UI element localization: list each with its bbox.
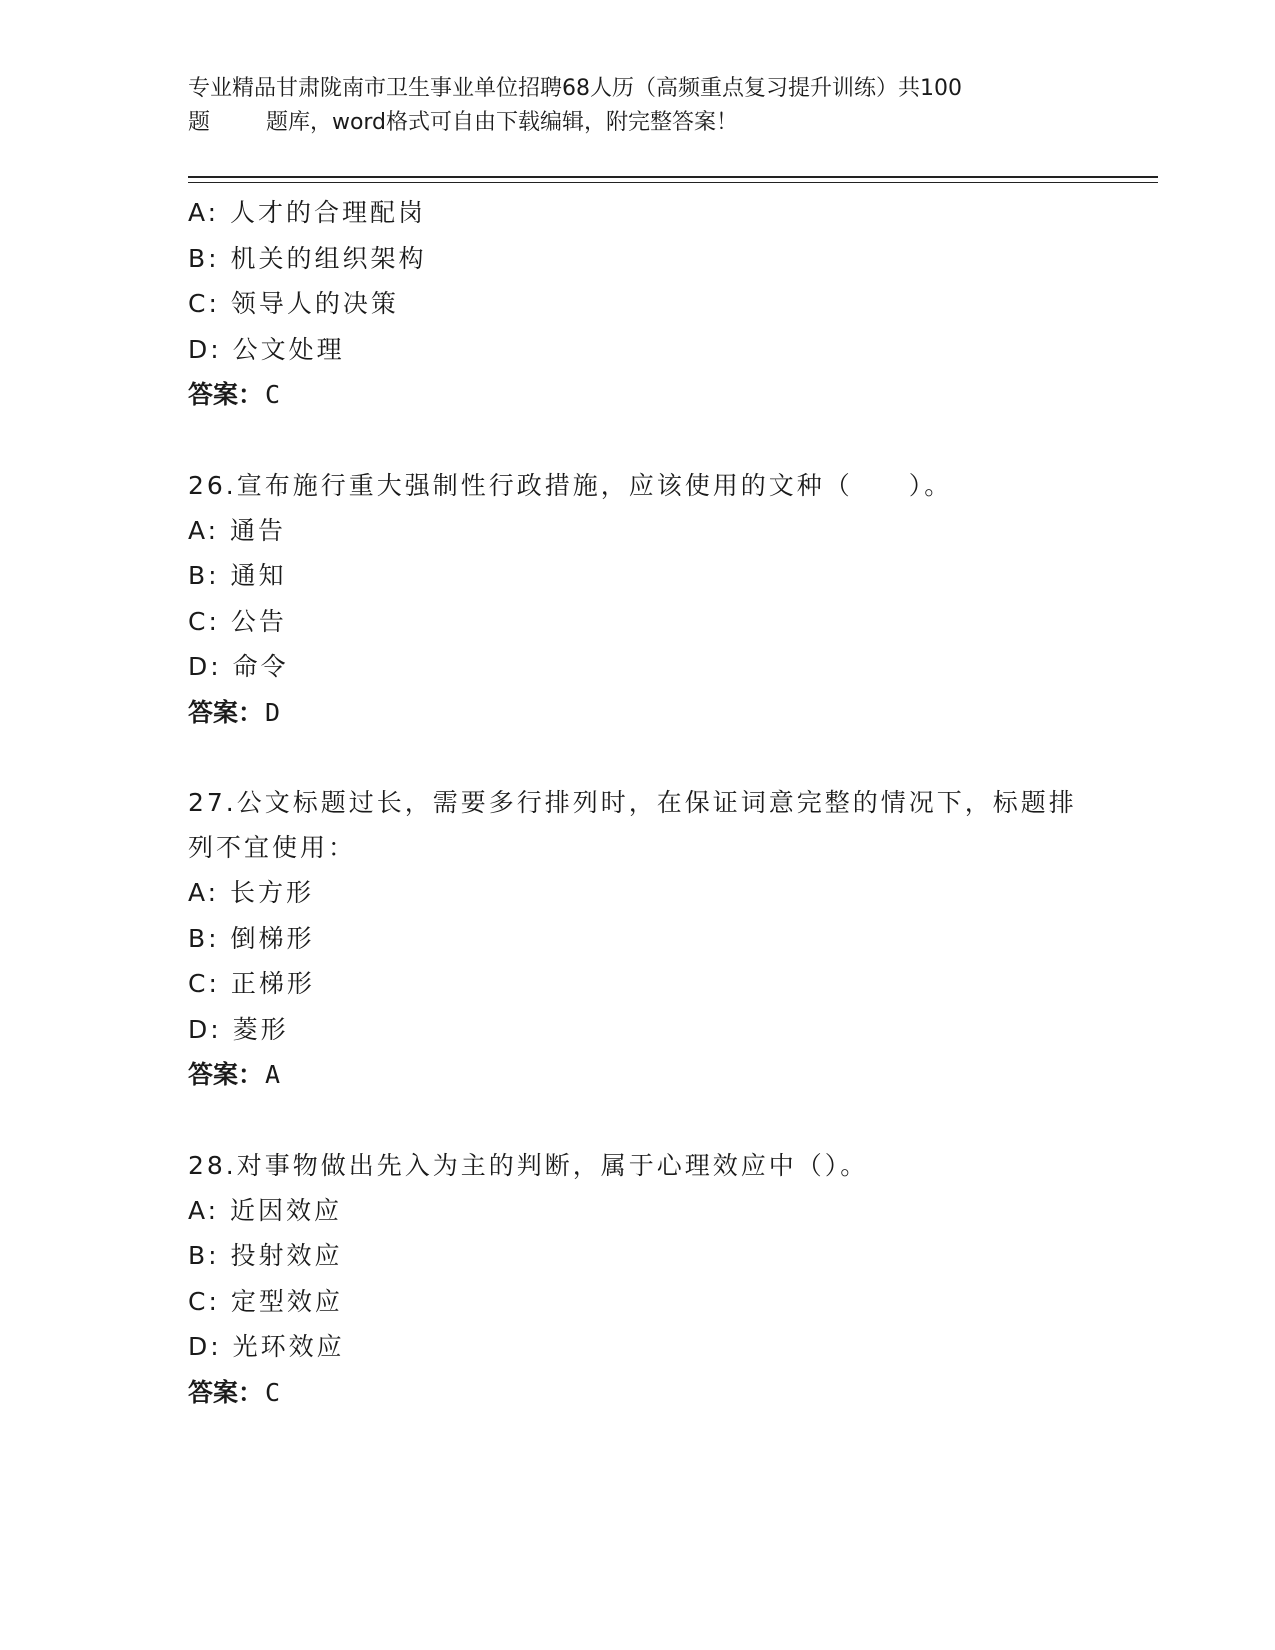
question-block xyxy=(188,1143,1088,1416)
option-b: B: 机关的组织架构 xyxy=(188,243,427,273)
header-divider xyxy=(188,176,1158,183)
option-c: C: 定型效应 xyxy=(188,1286,343,1316)
question-block xyxy=(188,463,1088,736)
document-title xyxy=(188,72,1068,140)
question-stem: 27.公文标题过长，需要多行排列时，在保证词意完整的情况下，标题排列不宜使用： xyxy=(188,788,1077,862)
option-d: D: 公文处理 xyxy=(188,334,345,364)
option-b: B: 投射效应 xyxy=(188,1241,343,1270)
option-a: A: 通告 xyxy=(188,515,287,545)
option-b: B: 倒梯形 xyxy=(188,923,315,953)
option-d: D: 命令 xyxy=(188,652,289,681)
answer-line: 答案：C xyxy=(188,1377,281,1407)
option-a: A: 长方形 xyxy=(188,878,315,907)
question-list xyxy=(188,190,1088,1460)
option-a: A: 近因效应 xyxy=(188,1195,343,1225)
option-d: D: 菱形 xyxy=(188,1014,289,1044)
title-line-2: 题 题库，word格式可自由下载编辑，附完整答案！ xyxy=(188,110,739,135)
answer-line: 答案：A xyxy=(188,1060,281,1089)
question-block xyxy=(188,190,1088,418)
option-c: C: 领导人的决策 xyxy=(188,289,399,318)
option-c: C: 公告 xyxy=(188,606,287,636)
title-line-1: 专业精品甘肃陇南市卫生事业单位招聘68人历（高频重点复习提升训练）共100 xyxy=(188,76,962,101)
answer-line: 答案：C xyxy=(188,380,281,409)
option-b: B: 通知 xyxy=(188,561,287,590)
answer-line: 答案：D xyxy=(188,697,281,727)
option-c: C: 正梯形 xyxy=(188,969,315,998)
option-d: D: 光环效应 xyxy=(188,1332,345,1361)
option-a: A: 人才的合理配岗 xyxy=(188,198,427,227)
question-stem: 26.宣布施行重大强制性行政措施，应该使用的文种（ ）。 xyxy=(188,470,953,500)
question-stem: 28.对事物做出先入为主的判断，属于心理效应中（）。 xyxy=(188,1150,869,1180)
question-block xyxy=(188,780,1088,1098)
